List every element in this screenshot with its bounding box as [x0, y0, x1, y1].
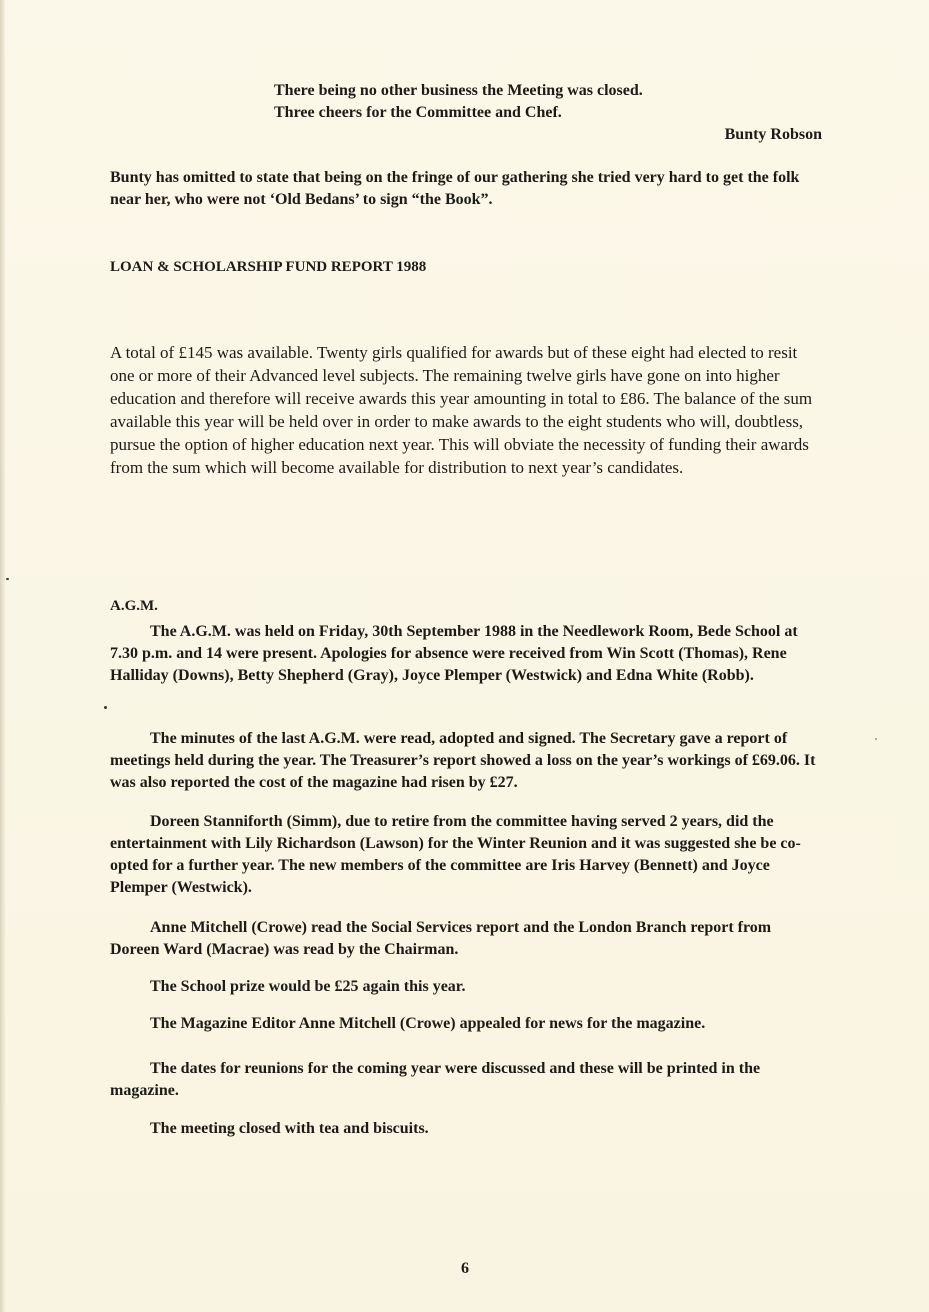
agm-paragraph-school-prize: The School prize would be £25 again this year. — [150, 978, 466, 995]
loan-report-paragraph: A total of £145 was available. Twenty girls qualified for awards but of these eight had elected to resit one or more of their Advanced level subjects. The remaining twelve girls have gone on into higher education and therefore will receive awards this year amounting in total to £86. The balance of the sum available this year will be held over in order to make awards to the eight students who will, doubtless, pursue the option of higher education next year. This will obviate the necessity of funding their awards from the sum which will become available for distribution to next year’s candidates. — [110, 343, 813, 477]
agm-paragraph-magazine-news: The Magazine Editor Anne Mitchell (Crowe) appealed for news for the magazine. — [150, 1015, 706, 1032]
meeting-closing — [274, 80, 744, 124]
page-edge-shadow — [0, 0, 6, 1312]
paper-speck — [6, 578, 9, 580]
agm-paragraph-attendance: The A.G.M. was held on Friday, 30th September 1988 in the Needlework Room, Bede School at 7.30 p.m. and 14 were present. Apologies for absence were received from Win Scott (Thomas), Rene Halliday (Downs), Betty Shepherd (Gray), Joyce Plemper (Westwick) and Edna White (Robb). — [110, 623, 798, 684]
agm-paragraph-reunion-dates: The dates for reunions for the coming year were discussed and these will be printed in the magazine. — [110, 1060, 761, 1099]
page-number: 6 — [461, 1260, 469, 1277]
agm-paragraph-tea: The meeting closed with tea and biscuits. — [150, 1120, 429, 1137]
agm-paragraph-minutes: The minutes of the last A.G.M. were read, adopted and signed. The Secretary gave a report of meetings held during the year. The Treasurer’s report showed a loss on the year’s workings of £69.06. It was also reported the cost of the magazine had risen by £27. — [110, 730, 816, 791]
bunty-note-paragraph: Bunty has omitted to state that being on the fringe of our gathering she tried very hard to get the folk near her, who were not ‘Old Bedans’ to sign “the Book”. — [110, 169, 800, 208]
closing-line-2: Three cheers for the Committee and Chef. — [274, 104, 562, 121]
paper-speck — [875, 738, 877, 740]
agm-paragraph-reports: Anne Mitchell (Crowe) read the Social Services report and the London Branch report from Doreen Ward (Macrae) was read by the Chairman. — [110, 919, 772, 958]
loan-section-heading: LOAN & SCHOLARSHIP FUND REPORT 1988 — [110, 259, 427, 275]
signature: Bunty Robson — [724, 126, 822, 143]
agm-section-heading: A.G.M. — [110, 598, 158, 614]
agm-paragraph-committee: Doreen Stanniforth (Simm), due to retire from the committee having served 2 years, did the entertainment with Lily Richardson (Lawson) for the Winter Reunion and it was suggested she be co-opted for a further year. The new members of the committee are Iris Harvey (Bennett) and Joyce Plemper (Westwick). — [110, 813, 801, 896]
paper-speck — [104, 706, 107, 709]
closing-line-1: There being no other business the Meeting was closed. — [274, 82, 643, 99]
